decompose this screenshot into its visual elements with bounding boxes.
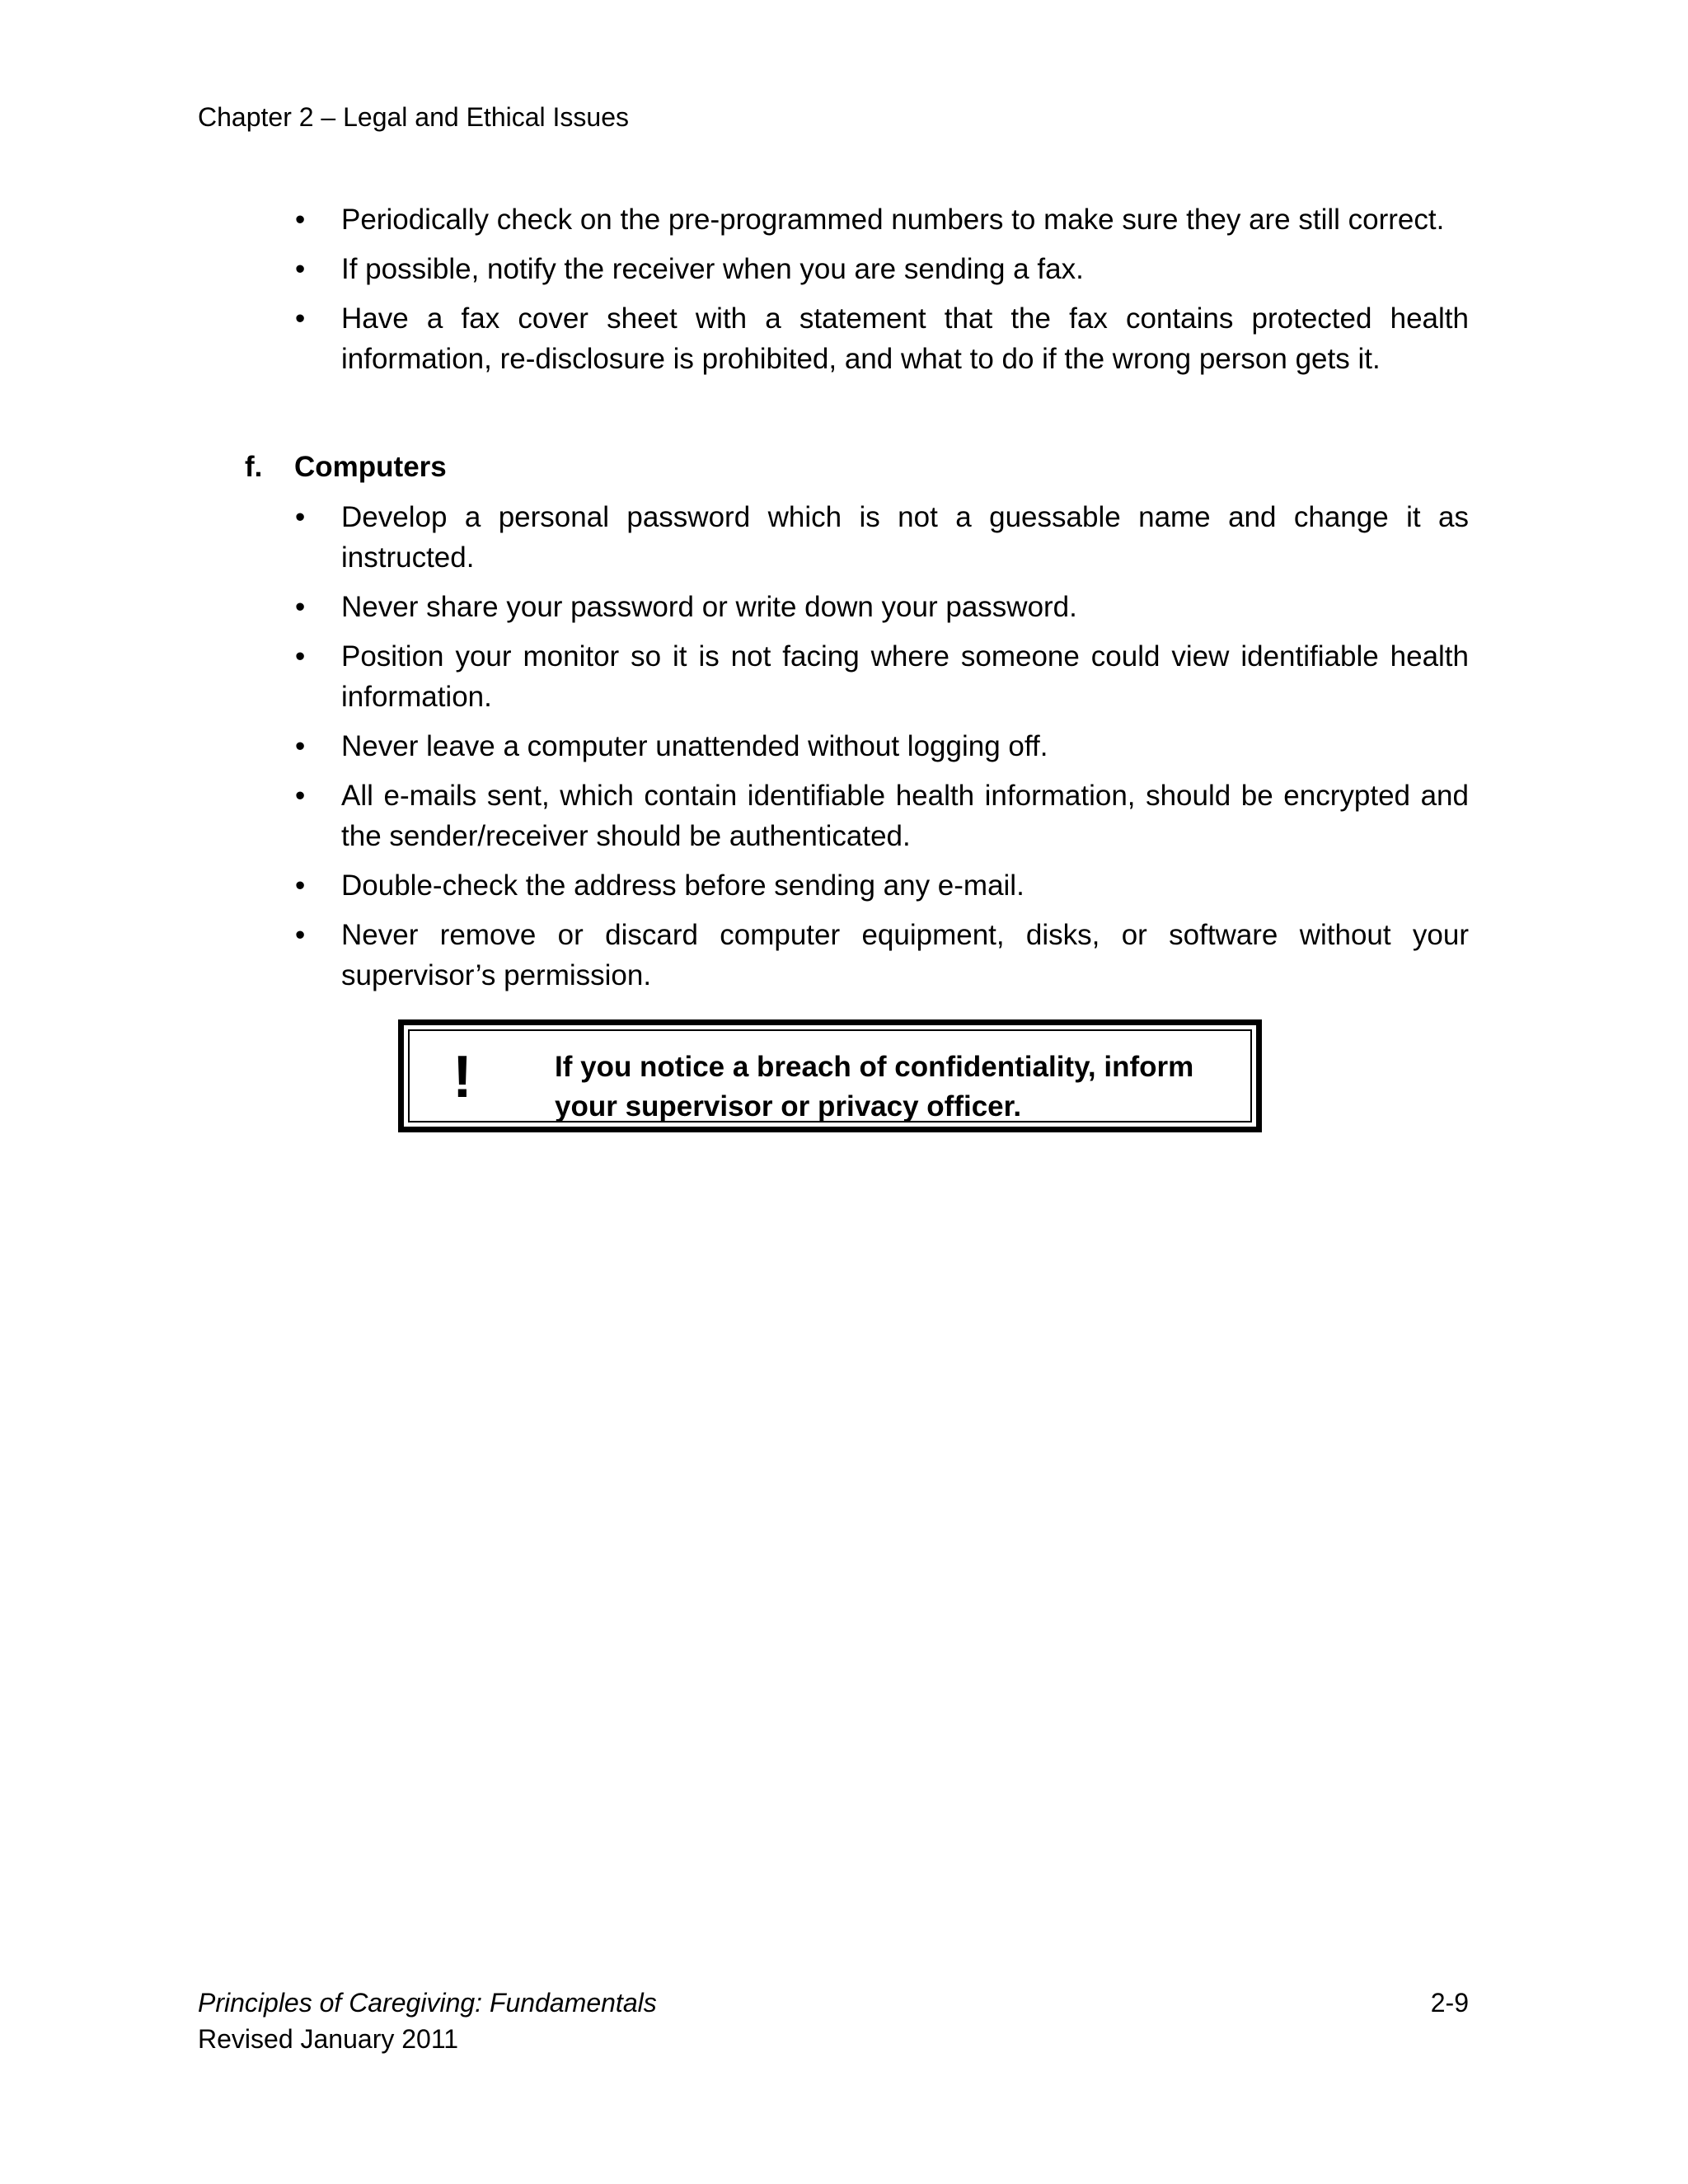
bullet-item [295, 497, 1469, 578]
bullet-icon: • [295, 780, 306, 812]
warning-callout-box [398, 1019, 1262, 1132]
bullet-item [295, 726, 1469, 766]
fax-bullet-list [295, 199, 1469, 388]
bullet-text: Never share your password or write down your password. [341, 591, 1077, 623]
bullet-icon: • [295, 253, 306, 285]
callout-text: If you notice a breach of confidentiality, inform your supervisor or privacy officer. [555, 1051, 1194, 1122]
bullet-icon: • [295, 919, 306, 951]
bullet-icon: • [295, 501, 306, 533]
bullet-text: All e-mails sent, which contain identifiable health information, should be encrypted and the sender/receiver should be authenticated. [341, 780, 1469, 852]
bullet-item [295, 298, 1469, 379]
bullet-text: Never leave a computer unattended without logging off. [341, 730, 1048, 762]
bullet-item [295, 636, 1469, 717]
running-header: Chapter 2 – Legal and Ethical Issues [198, 102, 629, 132]
bullet-icon: • [295, 869, 306, 902]
callout-inner-frame [408, 1029, 1252, 1122]
bullet-icon: • [295, 730, 306, 762]
bullet-text: Never remove or discard computer equipment, disks, or software without your supervisor’s permission. [341, 919, 1469, 991]
bullet-text: Double-check the address before sending any e-mail. [341, 869, 1025, 902]
bullet-item [295, 776, 1469, 856]
section-title: Computers [294, 451, 447, 483]
bullet-text: Periodically check on the pre-programmed numbers to make sure they are still correct. [341, 204, 1445, 236]
bullet-item [295, 249, 1469, 289]
bullet-icon: • [295, 591, 306, 623]
footer-book-title: Principles of Caregiving: Fundamentals [198, 1988, 657, 2018]
footer-revised-date: Revised January 2011 [198, 2024, 459, 2054]
bullet-icon: • [295, 302, 306, 335]
bullet-text: Have a fax cover sheet with a statement that the fax contains protected health information, re-disclosure is prohibited, and what to do if the wrong person gets it. [341, 302, 1469, 375]
bullet-icon: • [295, 640, 306, 673]
bullet-item [295, 915, 1469, 996]
bullet-icon: • [295, 204, 306, 236]
bullet-text: If possible, notify the receiver when you are sending a fax. [341, 253, 1084, 285]
section-letter: f. [245, 451, 263, 483]
bullet-text: Position your monitor so it is not facing where someone could view identifiable health information. [341, 640, 1469, 713]
computers-bullet-list [295, 497, 1469, 1005]
section-heading-computers [245, 448, 447, 486]
exclamation-icon: ! [452, 1044, 472, 1110]
page-number: 2-9 [1430, 1988, 1469, 2018]
bullet-item [295, 199, 1469, 240]
bullet-item [295, 587, 1469, 627]
bullet-text: Develop a personal password which is not a guessable name and change it as instructed. [341, 501, 1469, 574]
bullet-item [295, 865, 1469, 906]
